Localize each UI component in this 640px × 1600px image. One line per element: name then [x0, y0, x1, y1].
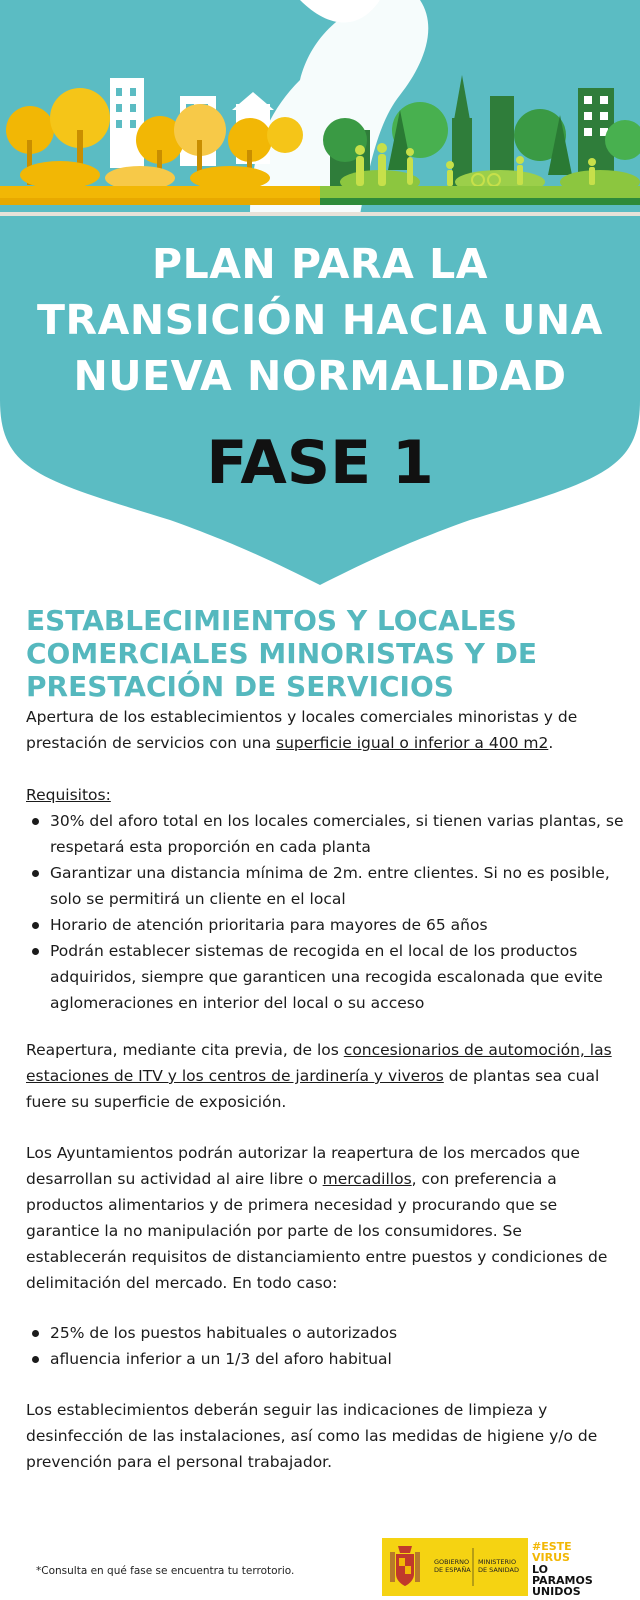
reopening-end: de plantas sea cual fuere su superficie de exposición. — [26, 1067, 600, 1111]
market-list — [26, 1320, 640, 1372]
section-heading-line-2: COMERCIALES MINORISTAS Y DE — [26, 637, 537, 670]
title-line-1: PLAN PARA LA — [152, 240, 488, 288]
intro-underlined: superficie igual o inferior a 400 m2 — [276, 734, 549, 752]
list-item: afluencia inferior a un 1/3 del aforo habitual — [50, 1346, 640, 1372]
title-line-2: TRANSICIÓN HACIA UNA — [37, 296, 603, 344]
markets-underlined: mercadillos — [322, 1170, 412, 1188]
coat-of-arms-icon — [390, 1546, 420, 1586]
list-item: 25% de los puestos habituales o autorizados — [50, 1320, 640, 1346]
markets-text: Los Ayuntamientos podrán autorizar la reapertura de los mercados que desarrollan su actividad al aire libre o — [26, 1144, 580, 1188]
campaign-bottom-3: UNIDOS — [532, 1585, 581, 1596]
requirements-list — [26, 808, 640, 1016]
intro-paragraph — [26, 704, 616, 756]
min-line-1: MINISTERIO — [478, 1558, 517, 1566]
campaign-bottom-1: LO — [532, 1563, 548, 1576]
markets-end: , con preferencia a productos alimentarios y de primera necesidad y procurando que se garantice la no manipulación por parte de los consumidores. Se establecerán requisitos de distanciamiento entre puestos y condiciones de delimitación del mercado. En todo caso: — [26, 1170, 608, 1292]
list-item: Podrán establecer sistemas de recogida en el local de los productos adquiridos, siempre que garanticen una recogida escalonada que evite aglomeraciones en interior del local o su acceso — [50, 938, 640, 1016]
campaign-top-1: #ESTE — [532, 1540, 572, 1553]
gov-line-1: GOBIERNO — [434, 1558, 470, 1566]
cleaning-paragraph: Los establecimientos deberán seguir las indicaciones de limpieza y desinfección de las instalaciones, así como las medidas de higiene y/o de prevención para el personal trabajador. — [26, 1401, 598, 1471]
reopening-underlined: concesionarios de automoción, las estaciones de ITV y los centros de jardinería y viveros — [26, 1041, 612, 1085]
phase-label: FASE 1 — [206, 428, 434, 498]
intro-text: Apertura de los establecimientos y locales comerciales minoristas y de prestación de servicios con una — [26, 708, 578, 752]
reopening-paragraph — [26, 1037, 616, 1115]
section-heading — [26, 604, 626, 703]
list-item: 30% del aforo total en los locales comerciales, si tienen varias plantas, se respetará esta proporción en cada planta — [50, 808, 640, 860]
requirements-label: Requisitos: — [26, 786, 111, 804]
government-logos — [382, 1538, 632, 1596]
footnote: *Consulta en qué fase se encuentra tu terrotorio. — [36, 1565, 295, 1577]
intro-end: . — [548, 734, 554, 752]
reopening-text: Reapertura, mediante cita previa, de los — [26, 1041, 344, 1059]
section-heading-line-3: PRESTACIÓN DE SERVICIOS — [26, 670, 454, 703]
list-item: Garantizar una distancia mínima de 2m. entre clientes. Si no es posible, solo se permitirá un cliente en el local — [50, 860, 640, 912]
min-line-2: DE SANIDAD — [478, 1566, 519, 1574]
campaign-bottom-2: PARAMOS — [532, 1574, 593, 1587]
campaign-top-2: VIRUS — [532, 1551, 570, 1564]
title-line-3: NUEVA NORMALIDAD — [73, 352, 567, 400]
gov-line-2: DE ESPAÑA — [434, 1566, 471, 1574]
list-item: Horario de atención prioritaria para mayores de 65 años — [50, 912, 640, 938]
page-title — [0, 236, 640, 404]
markets-paragraph — [26, 1140, 616, 1296]
section-heading-line-1: ESTABLECIMIENTOS Y LOCALES — [26, 604, 517, 637]
